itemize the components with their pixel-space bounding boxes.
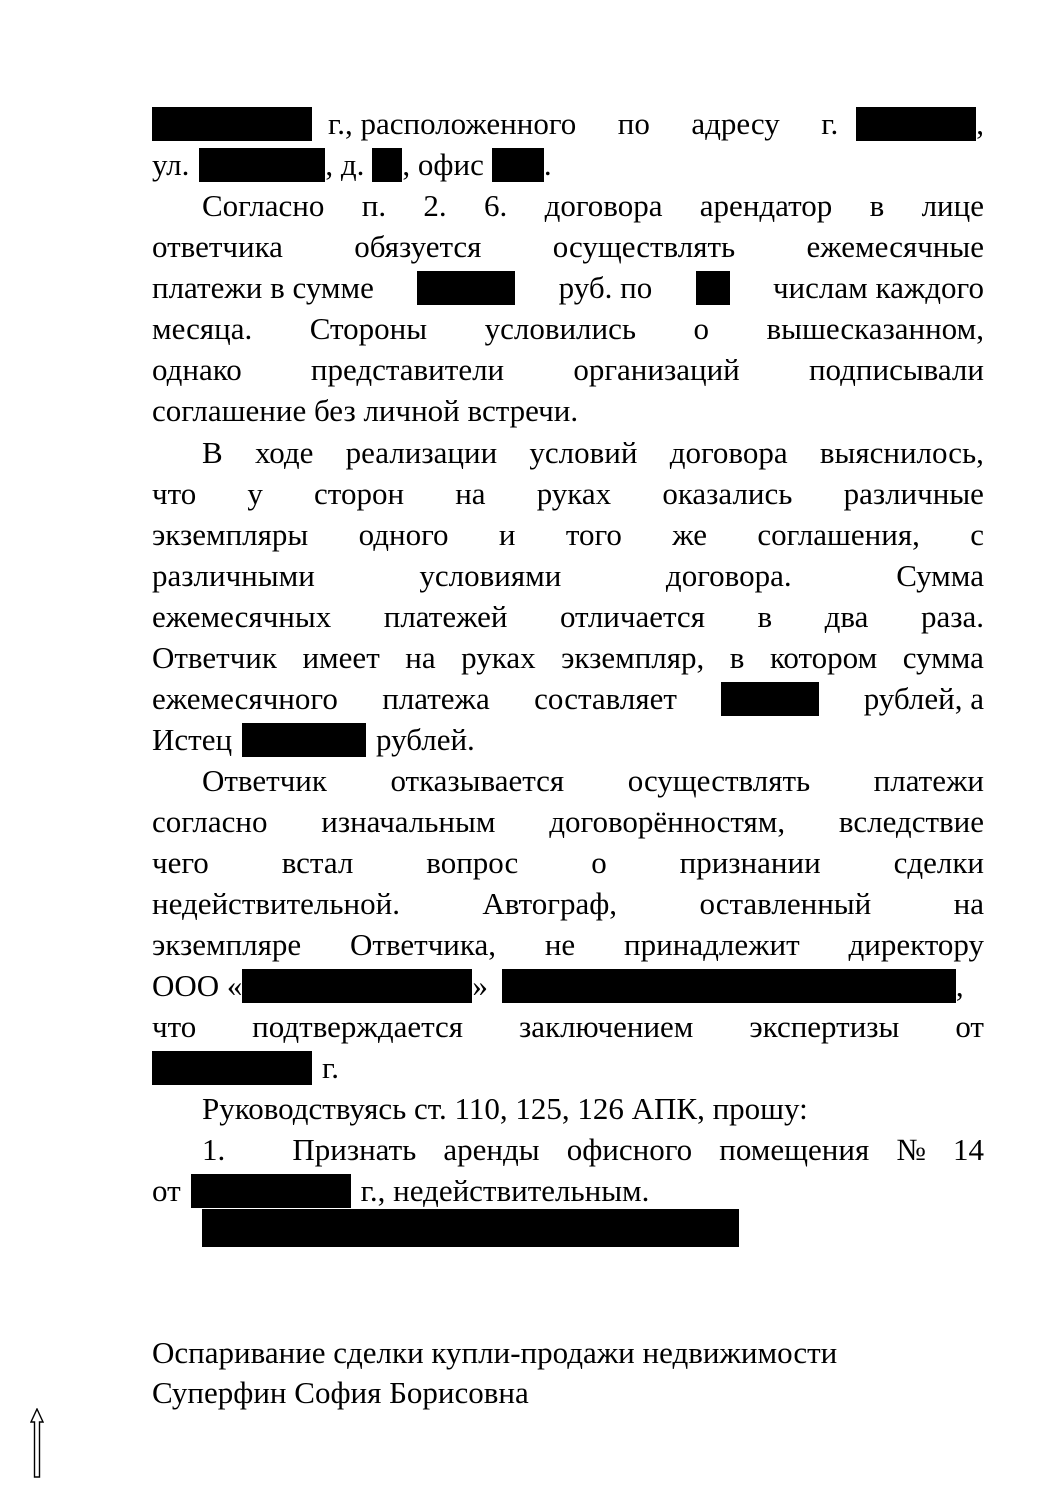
redaction-block	[492, 148, 544, 182]
p5-line-2: 1. Признать аренды офисного помещения № 14	[202, 1132, 984, 1167]
p2-line-3: платежи в сумме руб. по числам каждого	[152, 270, 984, 305]
p4-line-3: чего встал вопрос о признании сделки	[152, 845, 984, 880]
redaction-block	[191, 1174, 351, 1208]
redaction-block	[417, 271, 515, 305]
p3-line-3: экземпляры одного и того же соглашения, с	[152, 517, 984, 552]
redaction-block	[242, 723, 366, 757]
p2-line-4: месяца. Стороны условились о вышесказанном,	[152, 311, 984, 346]
p3-line-1: В ходе реализации условий договора выяснилось,	[202, 435, 984, 470]
p4-line-2: согласно изначальным договорённостям, вследствие	[152, 804, 984, 839]
footer-title: Оспаривание сделки купли-продажи недвижимости	[152, 1335, 838, 1370]
p4-line-5: экземпляре Ответчика, не принадлежит директору	[152, 927, 984, 962]
redaction-block	[242, 969, 472, 1003]
p3-line-4: различными условиями договора. Сумма	[152, 558, 984, 593]
p4-line-6: ООО « » ,	[152, 968, 964, 1003]
p4-line-8: г.	[152, 1047, 984, 1088]
redaction-block	[502, 969, 956, 1003]
p4-line-4: недействительной. Автограф, оставленный на	[152, 886, 984, 921]
p5-line-4	[202, 1207, 742, 1248]
redaction-block	[696, 271, 730, 305]
p2-line-5: однако представители организаций подписывали	[152, 352, 984, 387]
redaction-block	[152, 107, 312, 141]
up-arrow-icon	[30, 1408, 44, 1478]
p3-line-7: ежемесячного платежа составляет рублей, а	[152, 681, 984, 716]
redaction-block	[152, 1051, 312, 1085]
p4-line-1: Ответчик отказывается осуществлять платежи	[202, 763, 984, 798]
p3-line-5: ежемесячных платежей отличается в два раза.	[152, 599, 984, 634]
p3-line-6: Ответчик имеет на руках экземпляр, в котором сумма	[152, 640, 984, 675]
p4-line-7: что подтверждается заключением экспертизы от	[152, 1009, 984, 1044]
p5-line-3: от г., недействительным.	[152, 1173, 650, 1208]
p1-line-1: г., расположенного по адресу г. ,	[152, 103, 984, 144]
p3-line-2: что у сторон на руках оказались различные	[152, 476, 984, 511]
redaction-block	[856, 107, 976, 141]
footer-author: Суперфин София Борисовна	[152, 1375, 529, 1410]
redaction-block	[202, 1209, 739, 1247]
p2-line-1: Согласно п. 2. 6. договора арендатор в лице	[202, 188, 984, 223]
p3-line-8: Истец рублей.	[152, 722, 475, 757]
p2-line-2: ответчика обязуется осуществлять ежемесячные	[152, 229, 984, 264]
redaction-block	[372, 148, 402, 182]
redaction-block	[721, 682, 819, 716]
p5-line-1: Руководствуясь ст. 110, 125, 126 АПК, прошу:	[202, 1091, 808, 1126]
redaction-block	[199, 148, 325, 182]
p1-line-2: ул. , д. , офис .	[152, 147, 552, 182]
p2-line-6: соглашение без личной встречи.	[152, 393, 579, 428]
